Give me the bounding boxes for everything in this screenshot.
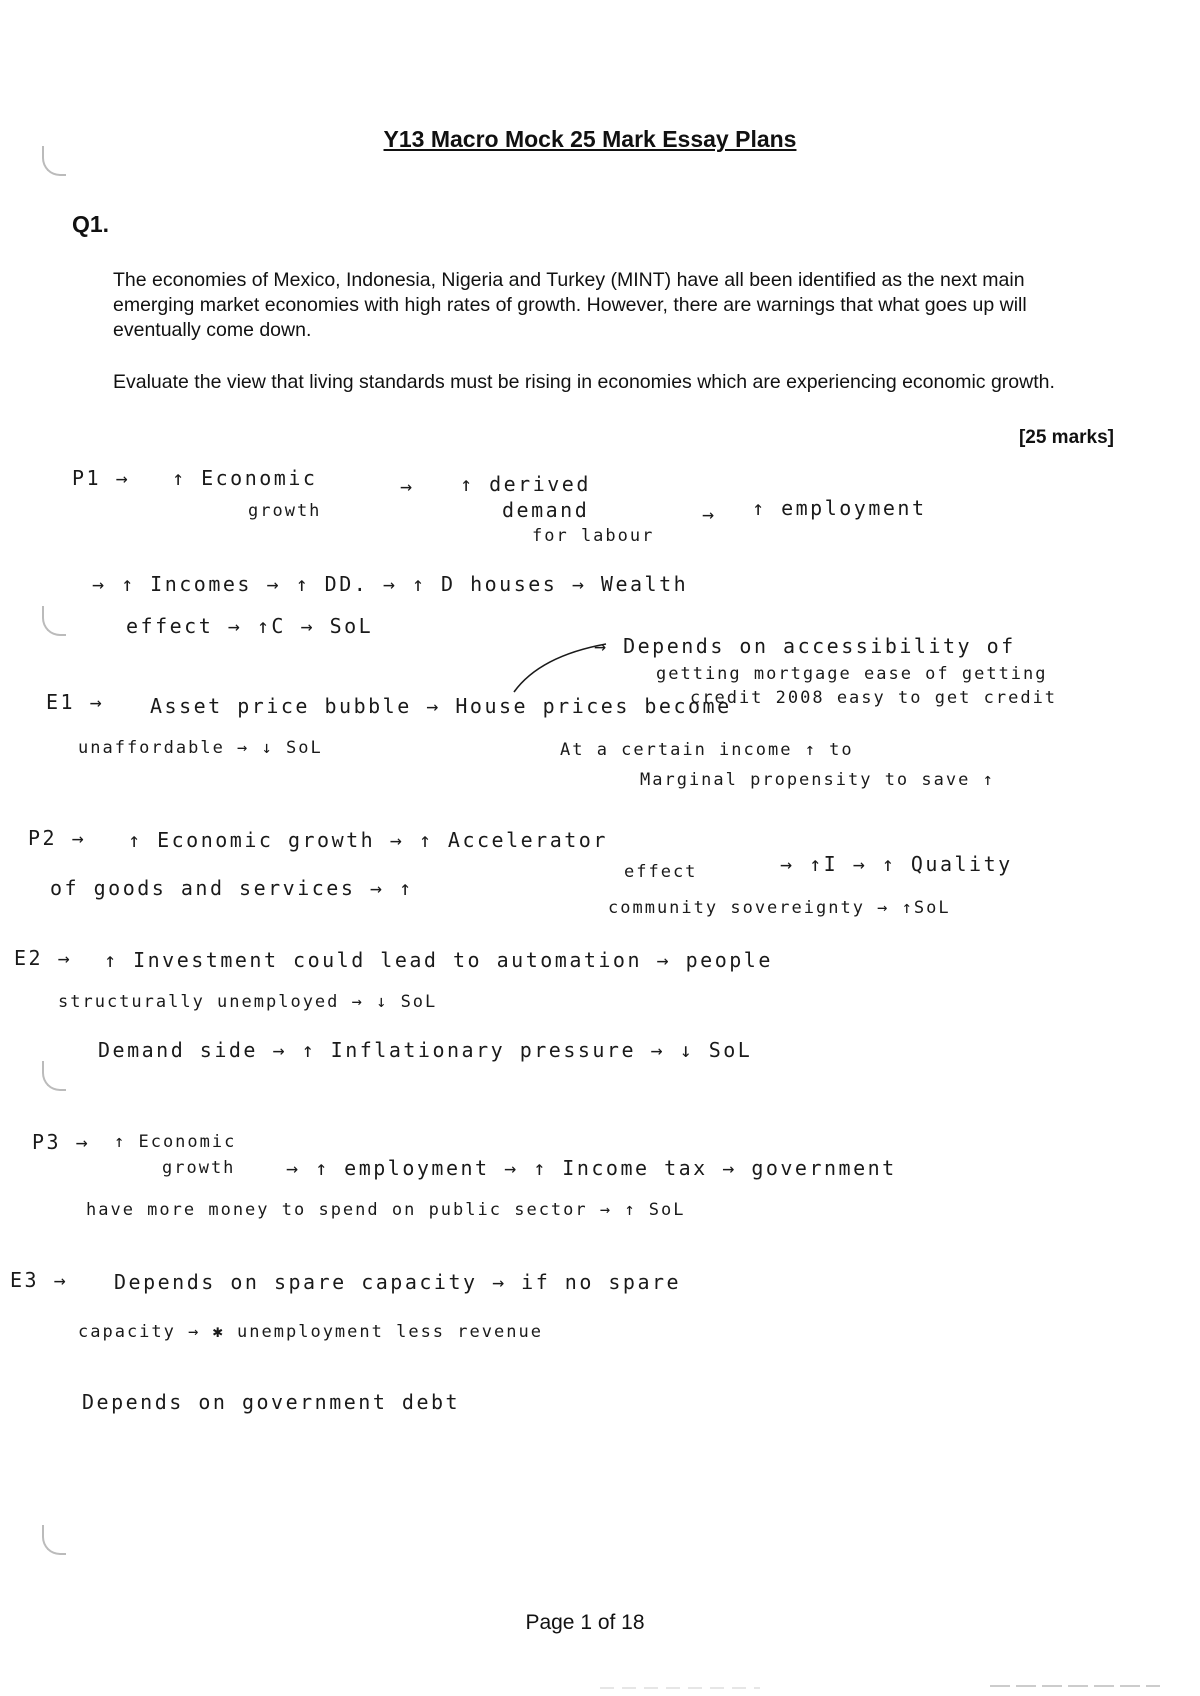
p1-line5: effect → ↑C → SoL bbox=[126, 614, 374, 638]
e1-note-line2: getting mortgage ease of getting bbox=[656, 664, 1048, 684]
p2-label: P2 → bbox=[28, 826, 87, 850]
p1-line2-d: ↑ employment bbox=[752, 496, 927, 520]
e1-line3: Marginal propensity to save ↑ bbox=[640, 770, 995, 790]
margin-mark-icon bbox=[42, 1061, 66, 1091]
p3-label: P3 → bbox=[32, 1130, 91, 1154]
p1-line1-a: ↑ Economic bbox=[172, 466, 318, 490]
p1-line3: for labour bbox=[532, 526, 655, 546]
p3-line2: have more money to spend on public sector → ↑ SoL bbox=[86, 1200, 686, 1220]
p3-line1-a: ↑ Economic bbox=[114, 1132, 237, 1152]
p1-label: P1 → bbox=[72, 466, 131, 490]
p1-line1-b: → bbox=[400, 474, 415, 498]
scan-artifact-line bbox=[0, 1680, 1200, 1696]
e3-label: E3 → bbox=[10, 1268, 69, 1292]
p2-line1-c: effect bbox=[624, 862, 698, 882]
p1-line1-c: ↑ derived bbox=[460, 472, 591, 496]
e3-line1: Depends on spare capacity → if no spare bbox=[114, 1270, 682, 1294]
document-title: Y13 Macro Mock 25 Mark Essay Plans bbox=[383, 126, 797, 152]
margin-mark-icon bbox=[42, 606, 66, 636]
e1-line1: Asset price bubble → House prices become bbox=[150, 694, 732, 718]
p3-line1-c: → ↑ employment → ↑ Income tax → government bbox=[286, 1156, 897, 1180]
e2-line2: structurally unemployed → ↓ SoL bbox=[58, 992, 438, 1012]
p2-line2-b: community sovereignty → ↑SoL bbox=[608, 898, 951, 918]
e2-label: E2 → bbox=[14, 946, 73, 970]
e3-line2: capacity → ✱ unemployment less revenue bbox=[78, 1322, 543, 1342]
e1-line2-b: At a certain income ↑ to bbox=[560, 740, 854, 760]
e1-note-line1: → Depends on accessibility of bbox=[594, 634, 1016, 658]
p1-line2-a: growth bbox=[248, 501, 322, 521]
page-number: Page 1 of 18 bbox=[525, 1611, 645, 1634]
question-prompt: The economies of Mexico, Indonesia, Nigeria and Turkey (MINT) have all been identified as the next main emerging market economies with high rates of growth. However, there are warnings that what goes up will eventually come down. bbox=[113, 269, 1027, 341]
e1-line2: unaffordable → ↓ SoL bbox=[78, 738, 323, 758]
margin-mark-icon bbox=[42, 1525, 66, 1555]
e1-label: E1 → bbox=[46, 690, 105, 714]
p2-line1: ↑ Economic growth → ↑ Accelerator bbox=[128, 828, 608, 852]
p1-line4: → ↑ Incomes → ↑ DD. → ↑ D houses → Wealth bbox=[92, 572, 689, 596]
p1-line2-c: → bbox=[702, 502, 717, 526]
question-instruction: Evaluate the view that living standards must be rising in economies which are experiencing economic growth. bbox=[113, 371, 1055, 393]
e2-line3: Demand side → ↑ Inflationary pressure → ↓ SoL bbox=[98, 1038, 753, 1062]
p1-line2-b: demand bbox=[502, 498, 590, 522]
e1-note-line3: credit 2008 easy to get credit bbox=[690, 688, 1058, 708]
margin-mark-icon bbox=[42, 146, 66, 176]
p3-line1-b: growth bbox=[162, 1158, 236, 1178]
marks-label: [25 marks] bbox=[1018, 427, 1114, 448]
question-number: Q1. bbox=[72, 211, 110, 237]
e3-line3: Depends on government debt bbox=[82, 1390, 461, 1414]
e2-line1: ↑ Investment could lead to automation → people bbox=[104, 948, 773, 972]
p2-line1-b: → ↑I → ↑ Quality bbox=[780, 852, 1013, 876]
p2-line2: of goods and services → ↑ bbox=[50, 876, 414, 900]
